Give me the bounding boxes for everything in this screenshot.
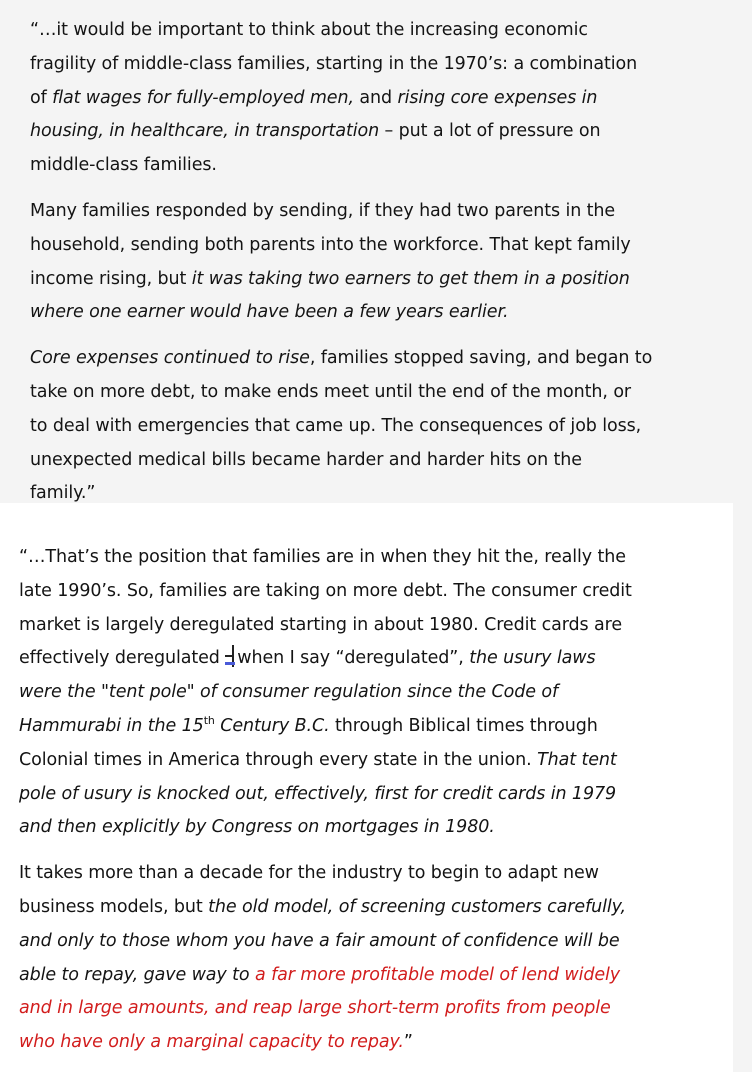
italic-text-run: the old model, of screening customers carefully, and only to those whom you have a fair amount of confidence will be able to repay, gave way to	[19, 896, 626, 985]
text-run: and	[353, 87, 398, 108]
text-run: Many families responded by sending, if they had two parents in the household, sending both parents into the workforce. That kept family income rising, but	[30, 200, 631, 289]
quote2-paragraph-1	[19, 541, 733, 845]
text-run: “…it would be important to think about the increasing economic fragility of middle-class families, starting in the 1970’s: a combination of	[30, 20, 638, 108]
quote-block-2	[0, 503, 733, 1072]
text-run: , families stopped saving, and began to take on more debt, to make ends meet until the end of the month, or to deal with emergencies that came up. The consequences of job loss, unexpected medical bills became harder and harder hits on the family.”	[30, 348, 653, 504]
highlighted-red-text: a far more profitable model of lend widely and in large amounts, and reap large short-term profits from people who have only a marginal capacity to repay.	[19, 964, 621, 1053]
italic-text-run: Core expenses continued to rise	[30, 348, 310, 369]
quote2-paragraph-2	[19, 857, 733, 1060]
italic-text-run: flat wages for fully-employed men,	[52, 87, 354, 108]
italic-text-run: rising core expenses in housing, in healthcare, in transportation	[30, 87, 598, 142]
text-run: ”	[403, 1032, 413, 1053]
text-run: through Biblical times through Colonial times in America through every state in the union.	[19, 715, 598, 770]
italic-text-run: Century B.C.	[214, 715, 330, 736]
italic-text-run: the usury laws were the "tent pole" of consumer regulation since the Code of Hammurabi in the 15	[19, 648, 596, 736]
italic-text-run: it was taking two earners to get them in a position where one earner would have been a few years earlier.	[30, 268, 630, 323]
italic-text-run: That tent pole of usury is knocked out, effectively, first for credit cards in 1979 and then explicitly by Congress on mortgages in 1980.	[19, 749, 617, 838]
text-cursor-mark-icon	[225, 645, 235, 667]
quote-block-1	[0, 0, 752, 503]
text-run: “…That’s the position that families are in when they hit the, really the late 1990’s. So, families are taking on more debt. The consumer credit market is largely deregulated starting in about 1980. Credit cards are effectively deregulated	[19, 547, 632, 669]
superscript-th: th	[203, 713, 215, 727]
text-run: when I say “deregulated”,	[237, 648, 470, 669]
quote1-paragraph-2	[30, 195, 738, 330]
quote1-paragraph-1	[30, 14, 738, 183]
quote1-paragraph-3	[30, 342, 738, 511]
right-margin-strip	[733, 503, 752, 1072]
text-run: It takes more than a decade for the industry to begin to adapt new business models, but	[19, 863, 599, 917]
text-run: – put a lot of pressure on middle-class families.	[30, 121, 601, 176]
